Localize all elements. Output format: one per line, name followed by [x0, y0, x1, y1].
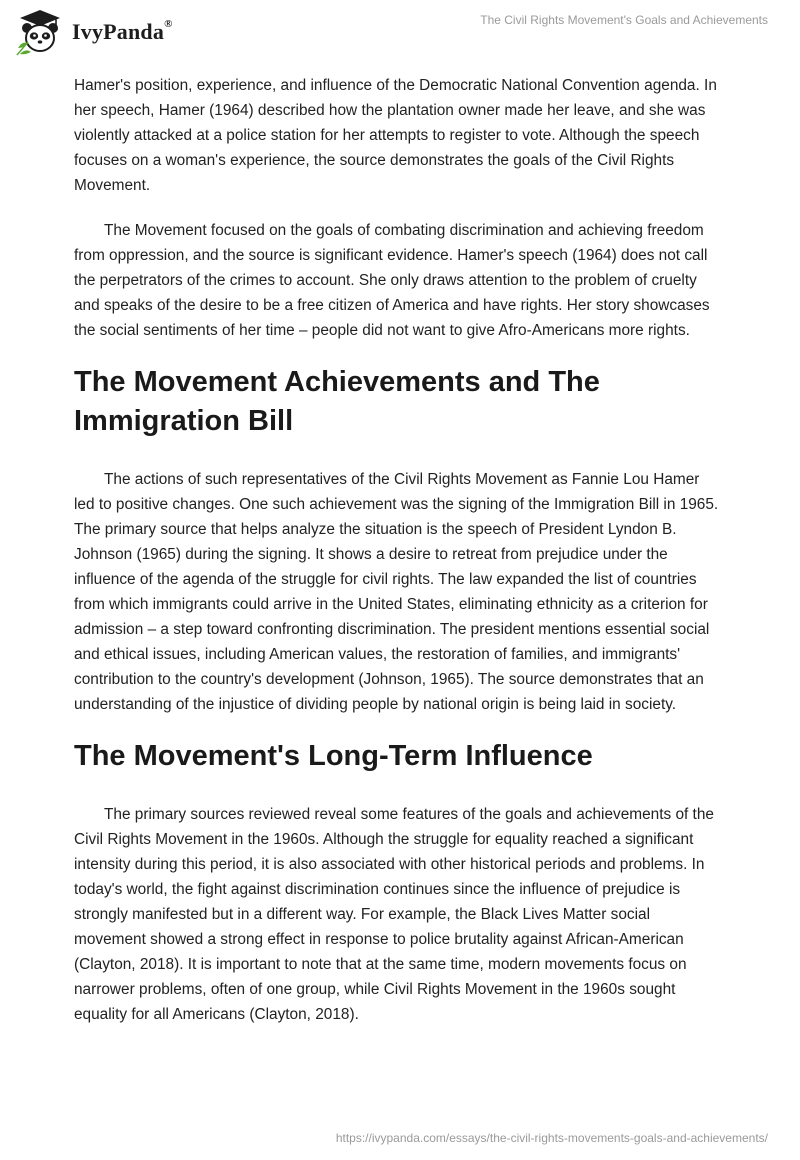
source-url[interactable]: https://ivypanda.com/essays/the-civil-rights-movements-goals-and-achievements/ — [335, 1131, 768, 1145]
ivypanda-logo[interactable] — [14, 8, 173, 56]
paragraph-intro-2: The Movement focused on the goals of combating discrimination and achieving freedom from oppression, and the source is significant evidence. Hamer's speech (1964) does not call the perpetrators of the crimes to account. She only draws attention to the problem of cruelty and speaks of the desire to be a free citizen of America and have rights. Her story showcases the social sentiments of her time – people did not want to give Afro-Americans more rights. — [74, 222, 710, 339]
heading-long-term-influence: The Movement's Long-Term Influence — [74, 740, 593, 772]
paragraph-long-term-influence: The primary sources reviewed reveal some features of the goals and achievements of the Civil Rights Movement in the 1960s. Although the struggle for equality reached a significant intensity during this period, it is also associated with other historical periods and problems. In today's world, the fight against discrimination continues since the influence of prejudice is strongly manifested but in a different way. For example, the Black Lives Matter social movement showed a strong effect in response to police brutality against African-American (Clayton, 2018). It is important to note that at the same time, modern movements focus on narrower problems, often of one group, while Civil Rights Movement in the 1960s sought equality for all Americans (Clayton, 2018). — [74, 806, 714, 1023]
page-header — [0, 0, 800, 62]
page-title: The Civil Rights Movement's Goals and Achievements — [480, 13, 768, 27]
paragraph-achievements: The actions of such representatives of the Civil Rights Movement as Fannie Lou Hamer led to positive changes. One such achievement was the signing of the Immigration Bill in 1965. The primary source that helps analyze the situation is the speech of President Lyndon B. Johnson (1965) during the signing. It shows a desire to retreat from prejudice under the influence of the agenda of the struggle for civil rights. The law expanded the list of countries from which immigrants could arrive in the United States, eliminating ethnicity as a criterion for admission – a step toward confronting discrimination. The president mentions essential social and ethical issues, including American values, the restoration of families, and immigrants' contribution to the country's development (Johnson, 1965). The source demonstrates that an understanding of the injustice of dividing people by national origin is being laid in society. — [74, 471, 719, 713]
heading-achievements: The Movement Achievements and The Immigration Bill — [74, 366, 600, 437]
paragraph-intro-1: Hamer's position, experience, and influence of the Democratic National Convention agenda. In her speech, Hamer (1964) described how the plantation owner made her leave, and she was violently attacked at a police station for her attempts to register to vote. Although the speech focuses on a woman's experience, the source demonstrates the goals of the Civil Rights Movement. — [74, 77, 717, 194]
registered-mark: ® — [164, 18, 173, 30]
article-body — [74, 73, 724, 1047]
brand-name: IvyPanda® — [72, 18, 173, 44]
panda-graduate-icon — [14, 8, 66, 56]
